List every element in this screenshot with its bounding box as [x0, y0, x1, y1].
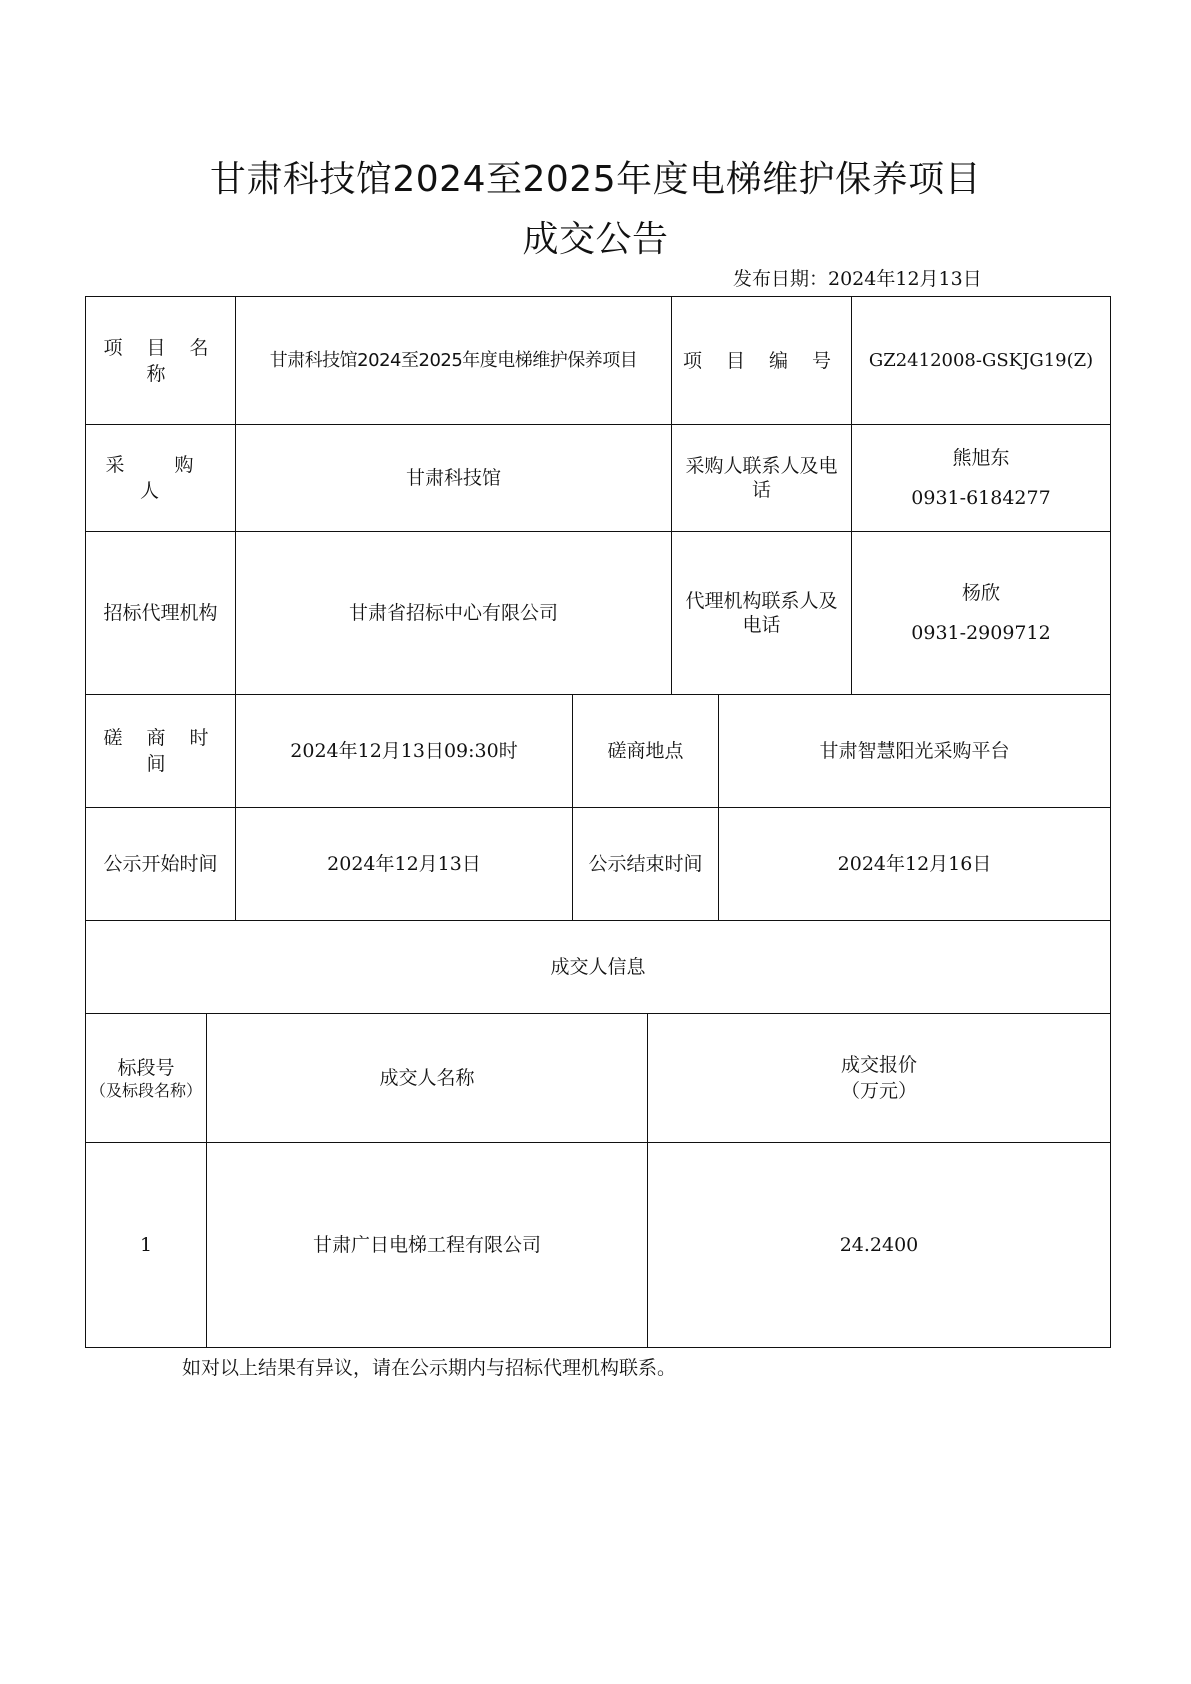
negotiation-place-label: 磋商地点	[607, 740, 684, 762]
agency-contact-name: 杨欣	[961, 582, 1000, 604]
negotiation-time-label: 磋 商 时 间	[103, 727, 218, 775]
purchaser-label: 采 购 人	[105, 454, 216, 502]
negotiation-place-value: 甘肃智慧阳光采购平台	[819, 740, 1010, 762]
price-column-header: 成交报价 （万元）	[840, 1054, 917, 1102]
winner-column-header: 成交人名称	[379, 1067, 475, 1089]
project-number-value: GZ2412008-GSKJG19(Z)	[868, 349, 1094, 371]
publicity-end-value: 2024年12月16日	[837, 853, 992, 875]
purchaser-value: 甘肃科技馆	[405, 467, 501, 489]
table-row-lot: 1	[139, 1234, 153, 1256]
agency-label: 招标代理机构	[103, 602, 218, 624]
table-row-price: 24.2400	[839, 1234, 919, 1256]
purchaser-contact-name: 熊旭东	[952, 447, 1010, 469]
lot-column-header: 标段号 （及标段名称）	[89, 1057, 202, 1100]
agency-contact-phone: 0931-2909712	[911, 622, 1051, 644]
purchaser-contact-phone: 0931-6184277	[911, 487, 1051, 509]
winner-section-header: 成交人信息	[550, 956, 646, 978]
purchaser-contact	[852, 425, 1110, 531]
agency-contact	[852, 532, 1110, 694]
publicity-start-label: 公示开始时间	[103, 853, 218, 875]
agency-contact-label: 代理机构联系人及 电话	[685, 590, 838, 636]
objection-note: 如对以上结果有异议，请在公示期内与招标代理机构联系。	[182, 1357, 677, 1379]
negotiation-time-value: 2024年12月13日09:30时	[290, 740, 518, 762]
project-number-label: 项 目 编 号	[682, 349, 841, 372]
publish-date: 发布日期：2024年12月13日	[733, 268, 982, 290]
page-title: 甘肃科技馆2024至2025年度电梯维护保养项目	[209, 159, 982, 200]
publicity-start-value: 2024年12月13日	[327, 853, 481, 875]
project-name-label: 项 目 名 称	[103, 336, 218, 385]
publicity-end-label: 公示结束时间	[588, 853, 703, 875]
purchaser-contact-label: 采购人联系人及电 话	[685, 455, 838, 501]
project-name-value: 甘肃科技馆2024至2025年度电梯维护保养项目	[269, 349, 638, 371]
agency-value: 甘肃省招标中心有限公司	[348, 602, 558, 624]
page-subtitle: 成交公告	[522, 219, 669, 260]
table-row-winner: 甘肃广日电梯工程有限公司	[312, 1234, 541, 1256]
